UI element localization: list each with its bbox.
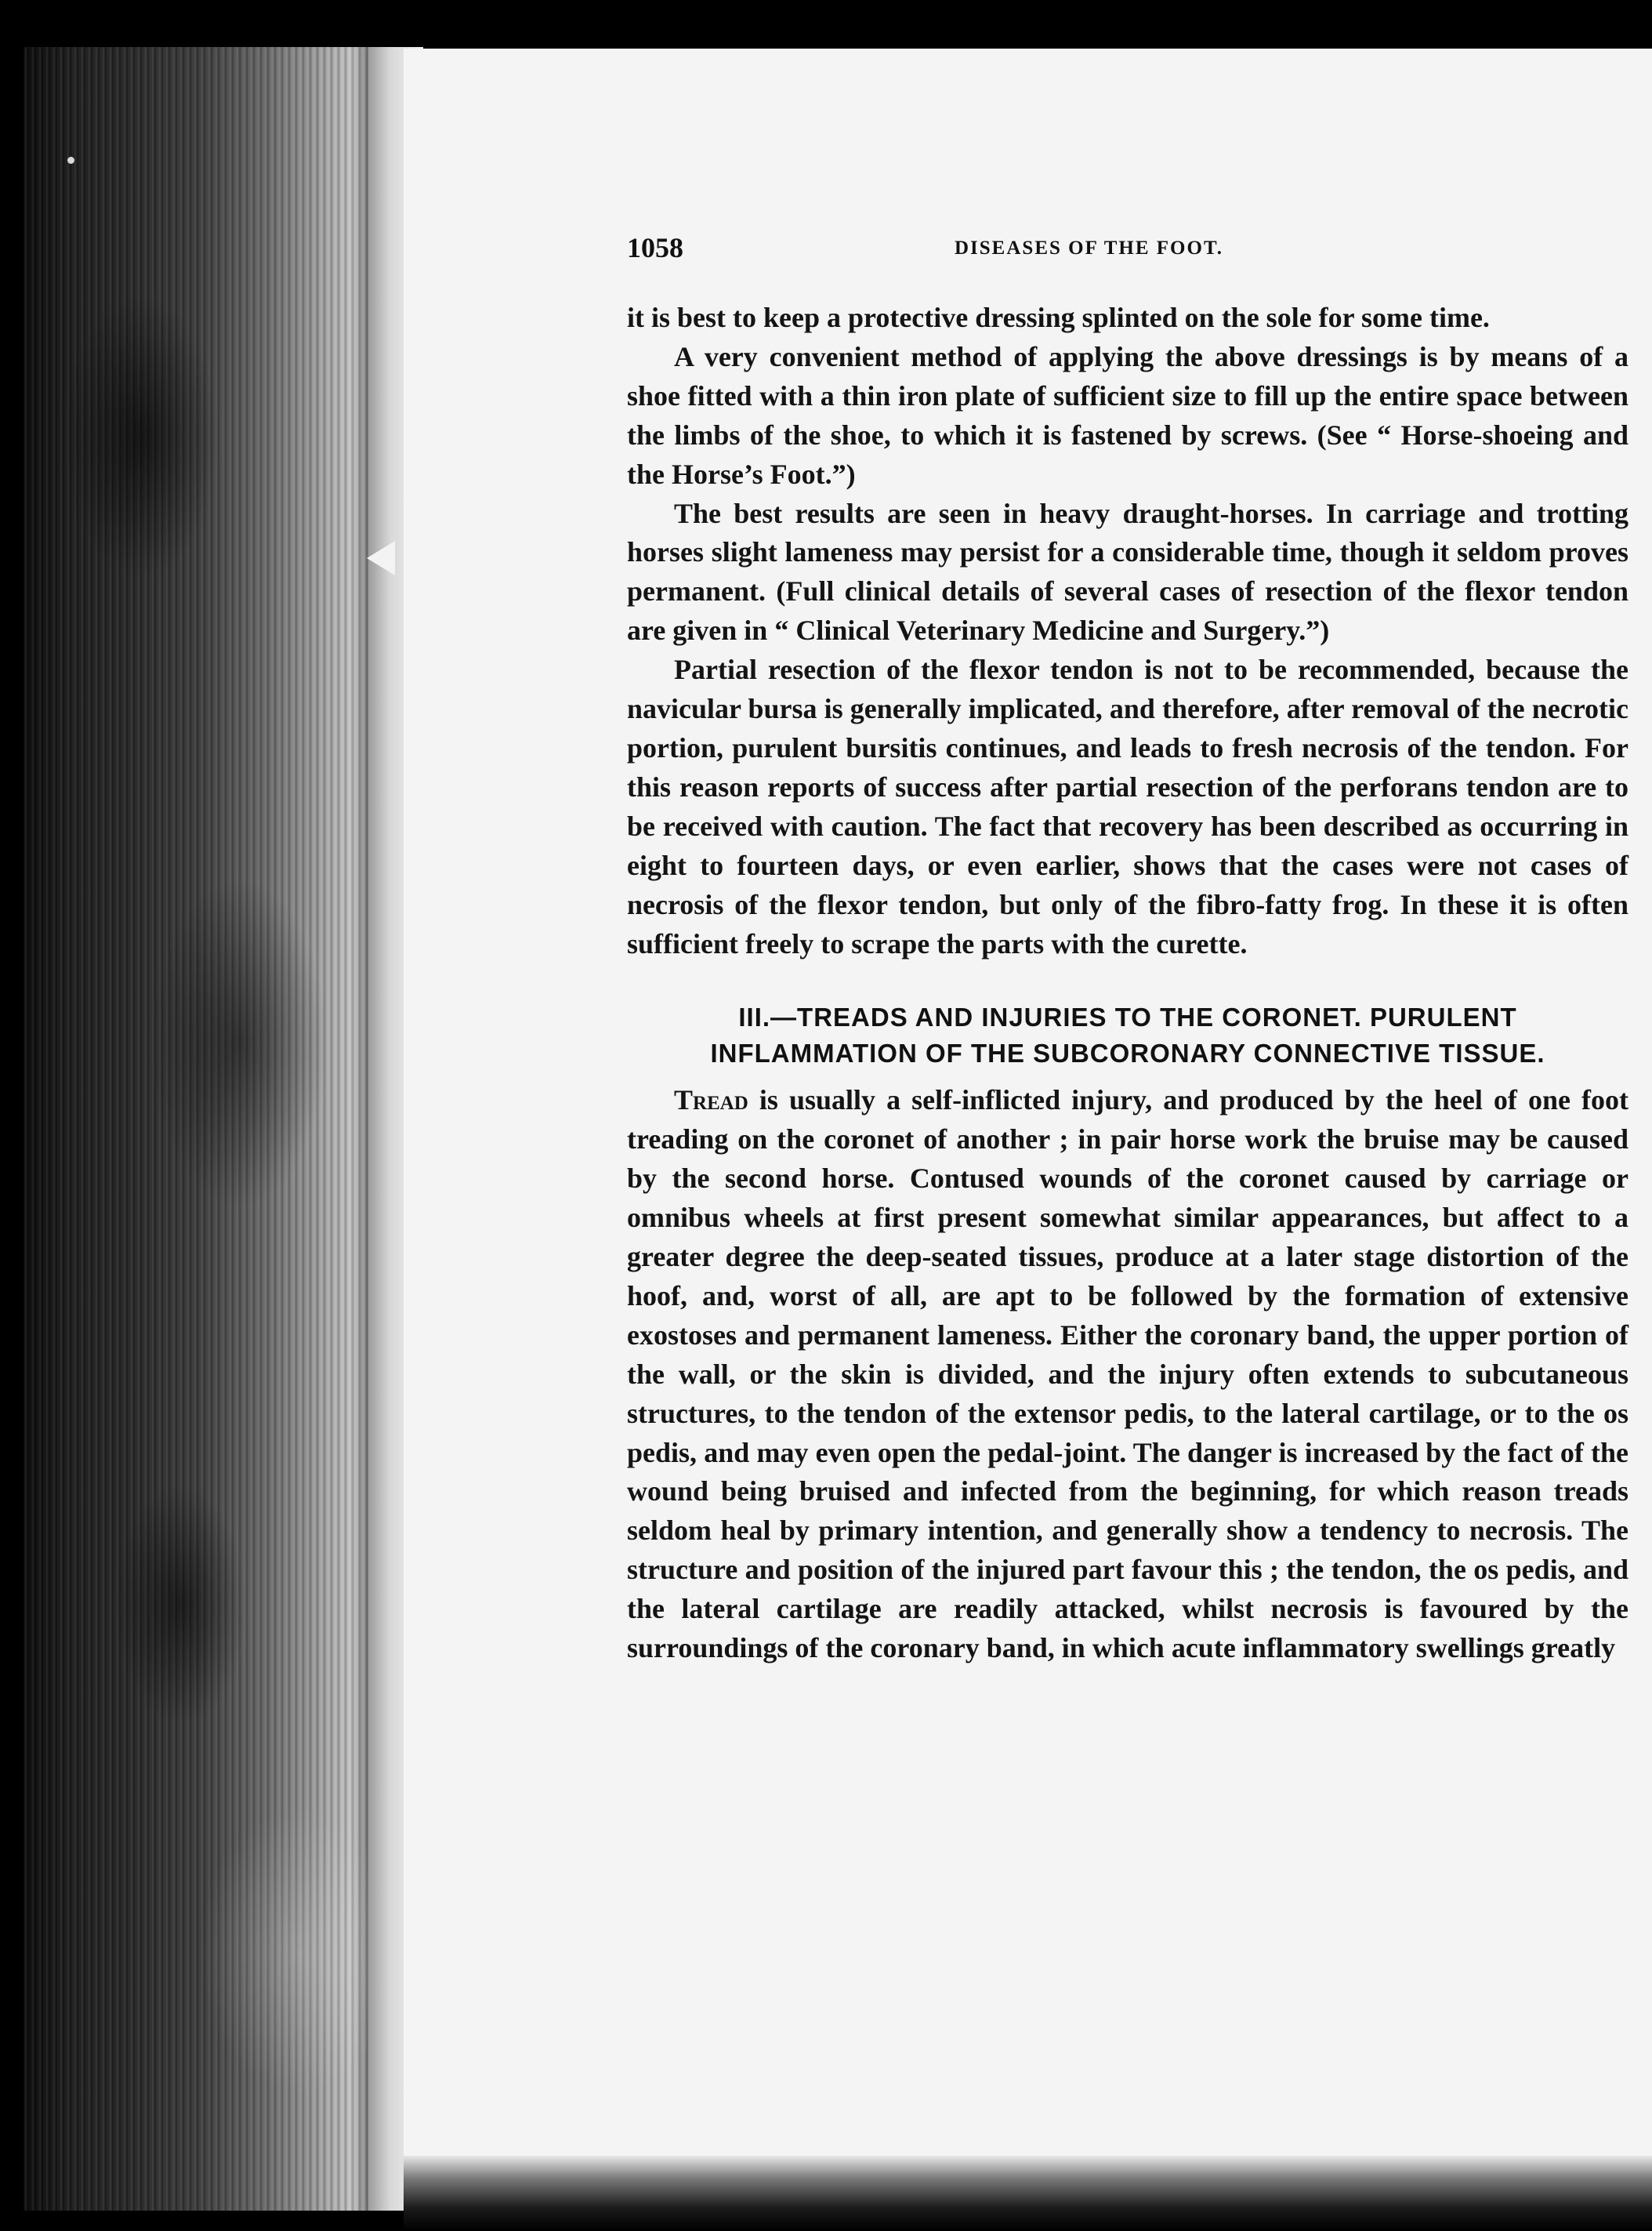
page-bottom-shadow xyxy=(404,2156,1652,2231)
page-tab-notch xyxy=(367,541,395,575)
running-head xyxy=(627,231,1628,266)
dust-speck xyxy=(67,157,74,164)
paragraph-results: The best results are seen in heavy draught-horses. In carriage and trotting horses slight lameness may persist for a considerable time, though it seldom proves permanent. (Full clinical details of several cases of resection of the flexor tendon are given in “ Clinical Veterinary Medicine and Surgery.”) xyxy=(627,497,1628,647)
book-binding-gutter xyxy=(24,47,415,2211)
page-content xyxy=(627,231,1628,1668)
page-number: 1058 xyxy=(627,232,683,263)
paragraph-tread-text: is usually a self-inflicted injury, and produced by the heel of one foot treading on the coronet of another ; in pair horse work the bruise may be caused by the second horse. Contused wounds of the coronet caused by carriage or omnibus wheels at first present somewhat similar appearances, but affect to a greater degree the deep-seated tissues, produce at a later stage distortion of the hoof, and, worst of all, are apt to be followed by the formation of extensive exostoses and permanent lameness. Either the coronary band, the upper portion of the wall, or the skin is divided, and the injury often extends to subcutaneous structures, to the tendon of the extensor pedis, to the lateral cartilage, or to the os pedis, and may even open the pedal-joint. The danger is increased by the fact of the wound being bruised and infected from the beginning, for which reason treads seldom heal by primary intention, and generally show a tendency to necrosis. The structure and position of the injured part favour this ; the tendon, the os pedis, and the lateral cartilage are readily attacked, whilst necrosis is favoured by the surroundings of the coronary band, in which acute inflammatory swellings greatly xyxy=(627,1084,1628,1664)
body-text xyxy=(627,299,1628,1668)
lead-word: Tread xyxy=(674,1084,748,1116)
section-heading-line-2: INFLAMMATION OF THE SUBCORONARY CONNECTIVE TISSUE. xyxy=(710,1039,1545,1068)
section-heading-line-1: III.—TREADS AND INJURIES TO THE CORONET. PURULENT xyxy=(738,1003,1517,1032)
section-heading xyxy=(627,999,1628,1072)
paragraph-partial-resection: Partial resection of the flexor tendon is not to be recommended, because the navicular bursa is generally implicated, and therefore, after removal of the necrotic portion, purulent bursitis continues, and leads to fresh necrosis of the tendon. For this reason reports of success after partial resection of the perforans tendon are to be received with caution. The fact that recovery has been described as occurring in eight to fourteen days, or even earlier, shows that the cases were not cases of necrosis of the flexor tendon, but only of the fibro-fatty frog. In these it is often sufficient freely to scrape the parts with the curette. xyxy=(627,654,1628,960)
paragraph-tread xyxy=(627,1081,1628,1668)
paragraph-continuation: it is best to keep a protective dressing splinted on the sole for some time. xyxy=(627,302,1490,333)
paragraph-shoe-dressing: A very convenient method of applying the above dressings is by means of a shoe fitted with a thin iron plate of sufficient size to fill up the entire space between the limbs of the shoe, to which it is fastened by screws. (See “ Horse-shoeing and the Horse’s Foot.”) xyxy=(627,340,1628,490)
running-title: DISEASES OF THE FOOT. xyxy=(955,238,1224,259)
